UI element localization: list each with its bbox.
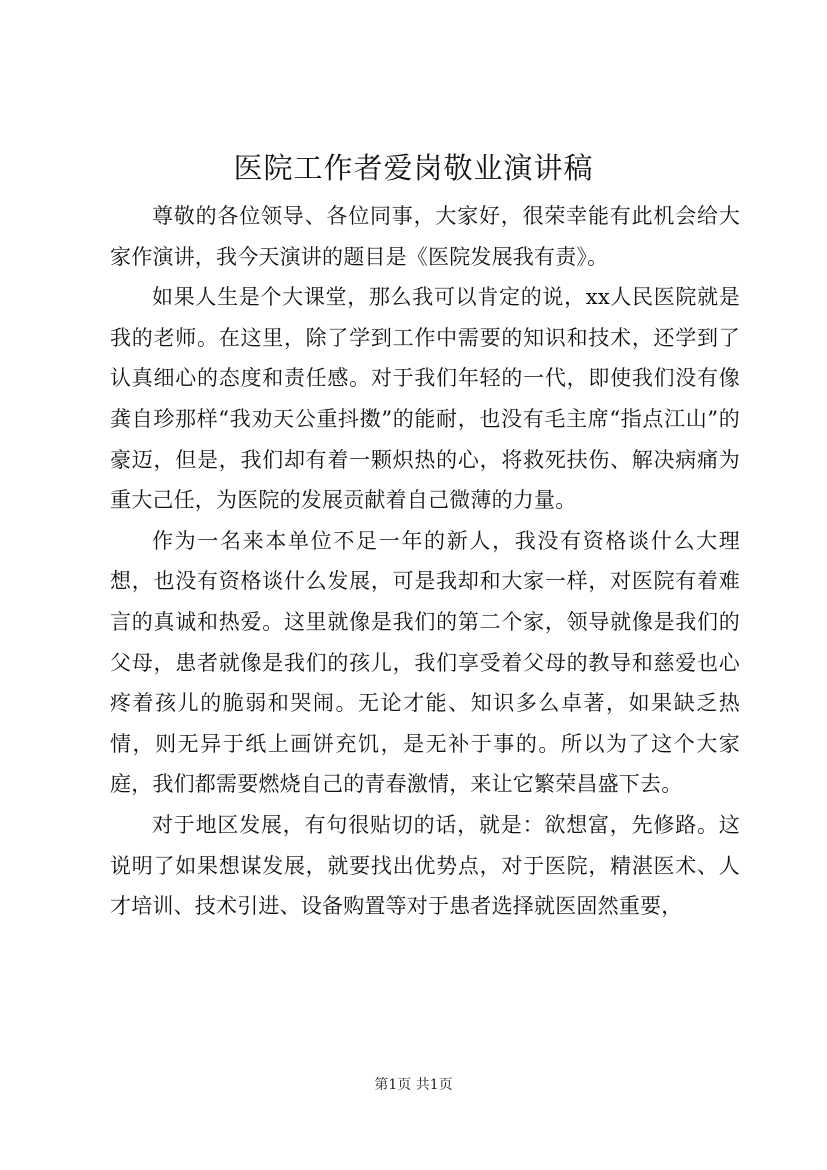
document-title: 医院工作者爱岗敬业演讲稿 [233,151,594,185]
page-number-label: 第1页 共1页 [374,1077,453,1093]
page-footer [0,1075,827,1095]
paragraph-4: 对于地区发展，有句很贴切的话，就是：欲想富，先修路。这说明了如果想谋发展，就要找出优势点，对于医院，精湛医术、人才培训、技术引进、设备购置等对于患者选择就医固然重要， [110,812,740,919]
document-body [110,196,740,927]
paragraph-3: 作为一名来本单位不足一年的新人，我没有资格谈什么大理想，也没有资格谈什么发展，可是我却和大家一样，对医院有着难言的真诚和热爱。这里就像是我们的第二个家，领导就像是我们的父母，患者就像是我们的孩儿，我们享受着父母的教导和慈爱也心疼着孩儿的脆弱和哭闹。无论才能、知识多么卓著，如果缺乏热情，则无异于纸上画饼充饥，是无补于事的。所以为了这个大家庭，我们都需要燃烧自己的青春激情，来让它繁荣昌盛下去。 [110,528,740,797]
paragraph-1: 尊敬的各位领导、各位同事，大家好，很荣幸能有此机会给大家作演讲，我今天演讲的题目是《医院发展我有责》。 [110,204,740,269]
paragraph-2: 如果人生是个大课堂，那么我可以肯定的说，xx人民医院就是我的老师。在这里，除了学到工作中需要的知识和技术，还学到了认真细心的态度和责任感。对于我们年轻的一代，即使我们没有像龚自珍那样“我劝天公重抖擞”的能耐，也没有毛主席“指点江山”的豪迈，但是，我们却有着一颗炽热的心，将救死扶伤、解决病痛为重大己任，为医院的发展贡献着自己微薄的力量。 [110,285,740,513]
